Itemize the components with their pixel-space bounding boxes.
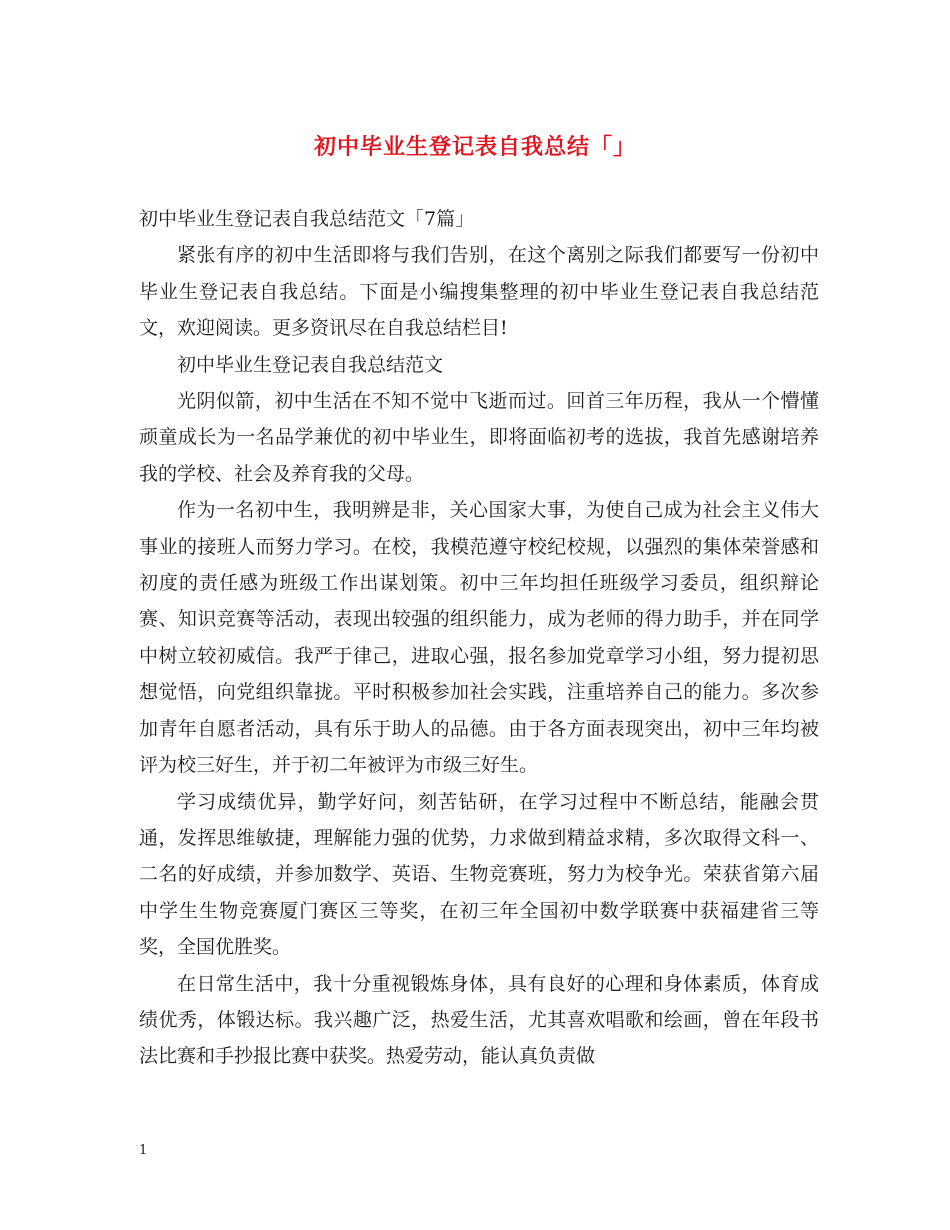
paragraph: 紧张有序的初中生活即将与我们告别，在这个离别之际我们都要写一份初中毕业生登记表自我总结。下面是小编搜集整理的初中毕业生登记表自我总结范文，欢迎阅读。更多资讯尽在自我总结栏目! — [139, 244, 819, 340]
paragraph: 光阴似箭，初中生活在不知不觉中飞逝而过。回首三年历程，我从一个懵懂顽童成长为一名品学兼优的初中毕业生，即将面临初考的选拔，我首先感谢培养我的学校、社会及养育我的父母。 — [139, 390, 819, 485]
paragraph: 初中毕业生登记表自我总结范文「7篇」 — [139, 208, 475, 230]
paragraph: 学习成绩优异，勤学好问，刻苦钻研，在学习过程中不断总结，能融会贯通，发挥思维敏捷，理解能力强的优势，力求做到精益求精，多次取得文科一、二名的好成绩，并参加数学、英语、生物竞赛班，努力为校争光。荣获省第六届中学生生物竞赛厦门赛区三等奖，在初三年全国初中数学联赛中获福建省三等奖，全国优胜奖。 — [139, 790, 819, 959]
document-body — [139, 201, 819, 1075]
paragraph: 初中毕业生登记表自我总结范文 — [177, 353, 444, 376]
page-number: 1 — [139, 1143, 148, 1158]
paragraph: 在日常生活中，我十分重视锻炼身体，具有良好的心理和身体素质，体育成绩优秀，体锻达标。我兴趣广泛，热爱生活，尤其喜欢唱歌和绘画，曾在年段书法比赛和手抄报比赛中获奖。热爱劳动，能认真负责做 — [139, 972, 819, 1068]
paragraph: 作为一名初中生，我明辨是非，关心国家大事，为使自己成为社会主义伟大事业的接班人而努力学习。在校，我模范遵守校纪校规，以强烈的集体荣誉感和初度的责任感为班级工作出谋划策。初中三年均担任班级学习委员，组织辩论赛、知识竞赛等活动，表现出较强的组织能力，成为老师的得力助手，并在同学中树立较初威信。我严于律己，进取心强，报名参加党章学习小组，努力提初思想觉悟，向党组织靠拢。平时积极参加社会实践，注重培养自己的能力。多次参加青年自愿者活动，具有乐于助人的品德。由于各方面表现突出，初中三年均被评为校三好生，并于初二年被评为市级三好生。 — [139, 499, 819, 777]
document-title: 初中毕业生登记表自我总结「」 — [313, 134, 636, 160]
